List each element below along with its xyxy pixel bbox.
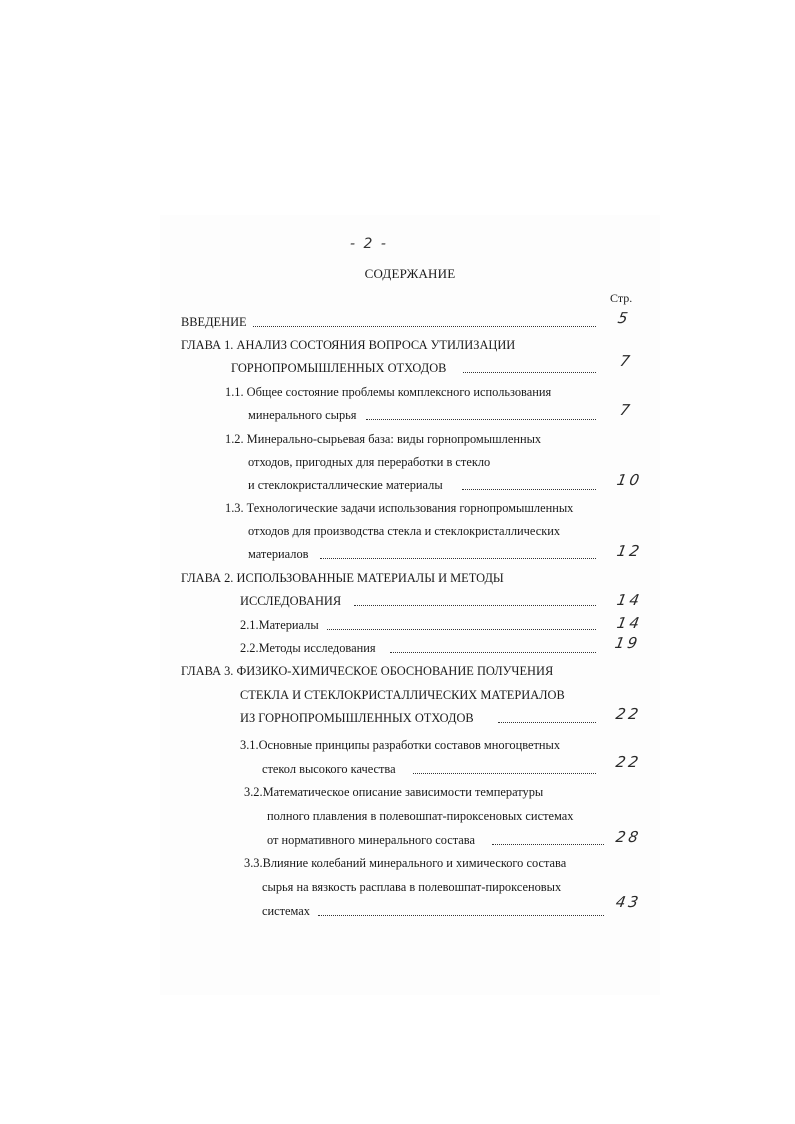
toc-entry-1-3-cont: отходов для производства стекла и стеклокристаллических [248, 524, 561, 538]
toc-leader [320, 558, 596, 559]
toc-entry-2-1: 2.1.Материалы [240, 618, 319, 632]
toc-leader [390, 652, 596, 653]
toc-leader [413, 773, 596, 774]
toc-leader [462, 489, 596, 490]
toc-leader [327, 629, 596, 630]
toc-leader [366, 419, 596, 420]
toc-entry-chapter-1: ГЛАВА 1. АНАЛИЗ СОСТОЯНИЯ ВОПРОСА УТИЛИЗАЦИИ [181, 338, 516, 352]
toc-entry-3-1: 3.1.Основные принципы разработки составов многоцветных [240, 738, 561, 752]
toc-page-number: 10 [615, 471, 644, 489]
toc-entry-1-1: 1.1. Общее состояние проблемы комплексного использования [225, 385, 552, 399]
toc-entry-1-2-cont: отходов, пригодных для переработки в стекло [248, 455, 491, 469]
toc-entry-3-3: 3.3.Влияние колебаний минерального и химического состава [244, 856, 567, 870]
toc-page-number: 43 [614, 893, 643, 911]
toc-page-number: 14 [615, 591, 644, 609]
toc-page-number: 22 [614, 705, 643, 723]
toc-leader [492, 844, 604, 845]
page-column-label: Стр. [610, 291, 633, 305]
toc-title: СОДЕРЖАНИЕ [364, 266, 456, 281]
toc-page-number: 14 [615, 614, 644, 632]
toc-page-number: 22 [614, 753, 643, 771]
toc-entry-3-2-cont: от нормативного минерального состава [267, 833, 475, 847]
toc-leader [354, 605, 596, 606]
toc-page-number: 7 [618, 401, 635, 419]
toc-entry-chapter-3-cont: ИЗ ГОРНОПРОМЫШЛЕННЫХ ОТХОДОВ [240, 711, 474, 725]
toc-entry-chapter-3: ГЛАВА 3. ФИЗИКО-ХИМИЧЕСКОЕ ОБОСНОВАНИЕ ПОЛУЧЕНИЯ [181, 664, 554, 678]
toc-leader [253, 326, 596, 327]
toc-entry-1-2-cont: и стеклокристаллические материалы [248, 478, 443, 492]
page-number: - 2 - [350, 236, 388, 252]
toc-entry-introduction: ВВЕДЕНИЕ [181, 315, 247, 329]
toc-entry-3-2-cont: полного плавления в полевошпат-пироксеновых системах [267, 809, 574, 823]
toc-entry-chapter-1-cont: ГОРНОПРОМЫШЛЕННЫХ ОТХОДОВ [231, 361, 447, 375]
toc-entry-1-3: 1.3. Технологические задачи использования горнопромышленных [225, 501, 574, 515]
toc-entry-1-1-cont: минерального сырья [248, 408, 357, 422]
toc-page-number: 7 [618, 352, 635, 370]
toc-page-number: 5 [616, 309, 633, 327]
toc-entry-chapter-3-cont: СТЕКЛА И СТЕКЛОКРИСТАЛЛИЧЕСКИХ МАТЕРИАЛОВ [240, 688, 565, 702]
toc-entry-chapter-2: ГЛАВА 2. ИСПОЛЬЗОВАННЫЕ МАТЕРИАЛЫ И МЕТОДЫ [181, 571, 504, 585]
toc-page-number: 19 [613, 634, 642, 652]
toc-entry-3-1-cont: стекол высокого качества [262, 762, 396, 776]
toc-entry-1-2: 1.2. Минерально-сырьевая база: виды горнопромышленных [225, 432, 542, 446]
toc-entry-1-3-cont: материалов [248, 547, 309, 561]
toc-page-number: 28 [614, 828, 643, 846]
toc-page-number: 12 [615, 542, 644, 560]
toc-entry-3-3-cont: системах [262, 904, 310, 918]
toc-leader [318, 915, 604, 916]
toc-entry-2-2: 2.2.Методы исследования [240, 641, 376, 655]
toc-entry-3-2: 3.2.Математическое описание зависимости температуры [244, 785, 544, 799]
toc-leader [463, 372, 596, 373]
toc-entry-chapter-2-cont: ИССЛЕДОВАНИЯ [240, 594, 342, 608]
toc-leader [498, 722, 596, 723]
toc-entry-3-3-cont: сырья на вязкость расплава в полевошпат-пироксеновых [262, 880, 562, 894]
